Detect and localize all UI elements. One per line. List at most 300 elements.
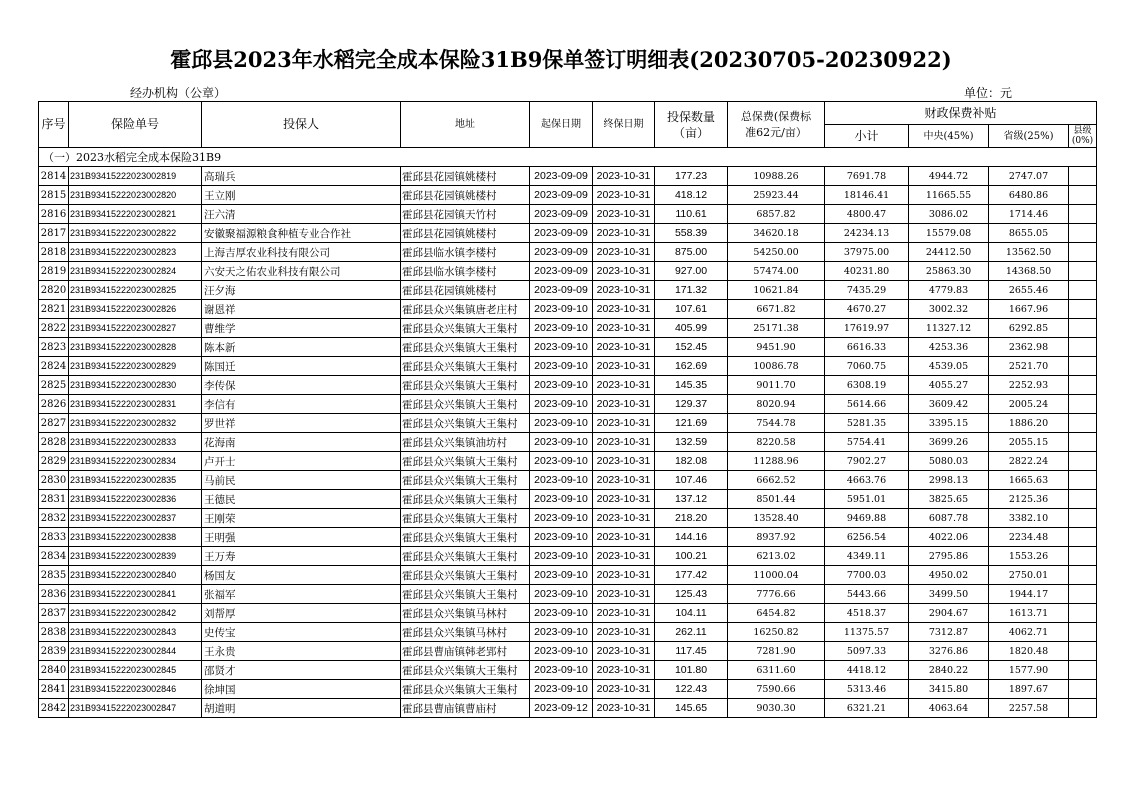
cell-address: 霍邱县花园镇姚楼村	[401, 186, 530, 205]
cell-start: 2023-09-09	[530, 281, 593, 300]
cell-qty: 101.80	[655, 661, 728, 680]
cell-start: 2023-09-10	[530, 300, 593, 319]
cell-seq: 2839	[39, 642, 69, 661]
cell-end: 2023-10-31	[593, 566, 655, 585]
cell-county	[1069, 661, 1097, 680]
cell-policy: 231B93415222023002828	[69, 338, 202, 357]
cell-start: 2023-09-10	[530, 338, 593, 357]
cell-seq: 2838	[39, 623, 69, 642]
cell-central: 2904.67	[909, 604, 989, 623]
cell-insured: 曹维学	[202, 319, 401, 338]
col-address: 地址	[401, 102, 530, 148]
cell-seq: 2828	[39, 433, 69, 452]
cell-county	[1069, 319, 1097, 338]
org-label: 经办机构（公章）	[130, 86, 227, 100]
cell-central: 3415.80	[909, 680, 989, 699]
cell-policy: 231B93415222023002832	[69, 414, 202, 433]
cell-county	[1069, 566, 1097, 585]
col-premium	[728, 102, 825, 148]
cell-policy: 231B93415222023002845	[69, 661, 202, 680]
table-row	[39, 509, 1097, 528]
cell-qty: 137.12	[655, 490, 728, 509]
cell-seq: 2832	[39, 509, 69, 528]
cell-start: 2023-09-10	[530, 642, 593, 661]
cell-address: 霍邱县众兴集镇大王集村	[401, 357, 530, 376]
cell-county	[1069, 395, 1097, 414]
cell-insured: 谢恩祥	[202, 300, 401, 319]
table-row	[39, 433, 1097, 452]
cell-policy: 231B93415222023002821	[69, 205, 202, 224]
cell-address: 霍邱县众兴集镇大王集村	[401, 547, 530, 566]
cell-premium: 6213.02	[728, 547, 825, 566]
cell-premium: 6454.82	[728, 604, 825, 623]
cell-address: 霍邱县众兴集镇大王集村	[401, 490, 530, 509]
cell-central: 11665.55	[909, 186, 989, 205]
cell-subtotal: 6616.33	[825, 338, 909, 357]
cell-county	[1069, 585, 1097, 604]
col-end: 终保日期	[593, 102, 655, 148]
cell-qty: 125.43	[655, 585, 728, 604]
cell-premium: 25171.38	[728, 319, 825, 338]
cell-central: 3395.15	[909, 414, 989, 433]
cell-province: 1886.20	[989, 414, 1069, 433]
cell-county	[1069, 452, 1097, 471]
cell-seq: 2821	[39, 300, 69, 319]
cell-premium: 8937.92	[728, 528, 825, 547]
cell-province: 1577.90	[989, 661, 1069, 680]
cell-address: 霍邱县曹庙镇韩老郢村	[401, 642, 530, 661]
cell-premium: 8020.94	[728, 395, 825, 414]
cell-county	[1069, 338, 1097, 357]
cell-county	[1069, 604, 1097, 623]
cell-start: 2023-09-10	[530, 509, 593, 528]
cell-province: 2521.70	[989, 357, 1069, 376]
cell-qty: 107.46	[655, 471, 728, 490]
cell-start: 2023-09-10	[530, 604, 593, 623]
cell-end: 2023-10-31	[593, 224, 655, 243]
cell-province: 2655.46	[989, 281, 1069, 300]
cell-subtotal: 5951.01	[825, 490, 909, 509]
cell-central: 4063.64	[909, 699, 989, 718]
cell-address: 霍邱县众兴集镇大王集村	[401, 376, 530, 395]
cell-county	[1069, 205, 1097, 224]
table-row	[39, 490, 1097, 509]
cell-subtotal: 17619.97	[825, 319, 909, 338]
cell-premium: 57474.00	[728, 262, 825, 281]
cell-subtotal: 18146.41	[825, 186, 909, 205]
cell-insured: 刘帮厚	[202, 604, 401, 623]
cell-policy: 231B93415222023002838	[69, 528, 202, 547]
cell-premium: 25923.44	[728, 186, 825, 205]
cell-qty: 927.00	[655, 262, 728, 281]
table-body	[39, 148, 1097, 718]
cell-start: 2023-09-10	[530, 395, 593, 414]
cell-policy: 231B93415222023002823	[69, 243, 202, 262]
col-premium-line2: 准62元/亩）	[745, 125, 807, 139]
col-subsidy-group: 财政保费补贴	[825, 102, 1097, 125]
cell-qty: 182.08	[655, 452, 728, 471]
cell-central: 4950.02	[909, 566, 989, 585]
col-start: 起保日期	[530, 102, 593, 148]
cell-central: 25863.30	[909, 262, 989, 281]
cell-seq: 2819	[39, 262, 69, 281]
cell-qty: 121.69	[655, 414, 728, 433]
cell-end: 2023-10-31	[593, 680, 655, 699]
cell-qty: 107.61	[655, 300, 728, 319]
cell-insured: 徐坤国	[202, 680, 401, 699]
cell-insured: 史传宝	[202, 623, 401, 642]
cell-county	[1069, 680, 1097, 699]
table-row	[39, 205, 1097, 224]
cell-policy: 231B93415222023002847	[69, 699, 202, 718]
cell-qty: 558.39	[655, 224, 728, 243]
cell-county	[1069, 433, 1097, 452]
cell-end: 2023-10-31	[593, 186, 655, 205]
cell-province: 1553.26	[989, 547, 1069, 566]
cell-province: 6480.86	[989, 186, 1069, 205]
cell-policy: 231B93415222023002824	[69, 262, 202, 281]
cell-end: 2023-10-31	[593, 262, 655, 281]
cell-subtotal: 37975.00	[825, 243, 909, 262]
cell-subtotal: 40231.80	[825, 262, 909, 281]
cell-policy: 231B93415222023002834	[69, 452, 202, 471]
section-label: （一）2023水稻完全成本保险31B9	[39, 148, 1097, 167]
cell-start: 2023-09-10	[530, 547, 593, 566]
cell-subtotal: 24234.13	[825, 224, 909, 243]
cell-premium: 6662.52	[728, 471, 825, 490]
table-row	[39, 357, 1097, 376]
cell-start: 2023-09-10	[530, 566, 593, 585]
cell-start: 2023-09-10	[530, 623, 593, 642]
col-premium-line1: 总保费(保费标	[740, 109, 812, 123]
cell-premium: 11288.96	[728, 452, 825, 471]
cell-subtotal: 4670.27	[825, 300, 909, 319]
cell-central: 4779.83	[909, 281, 989, 300]
cell-end: 2023-10-31	[593, 357, 655, 376]
cell-start: 2023-09-10	[530, 528, 593, 547]
cell-end: 2023-10-31	[593, 281, 655, 300]
cell-insured: 王永贵	[202, 642, 401, 661]
cell-seq: 2816	[39, 205, 69, 224]
table-row	[39, 623, 1097, 642]
table-row	[39, 414, 1097, 433]
table-row	[39, 566, 1097, 585]
cell-seq: 2840	[39, 661, 69, 680]
table-row	[39, 661, 1097, 680]
cell-subtotal: 5097.33	[825, 642, 909, 661]
col-policy: 保险单号	[69, 102, 202, 148]
cell-start: 2023-09-10	[530, 414, 593, 433]
cell-policy: 231B93415222023002831	[69, 395, 202, 414]
cell-start: 2023-09-10	[530, 471, 593, 490]
cell-policy: 231B93415222023002822	[69, 224, 202, 243]
table-row	[39, 224, 1097, 243]
cell-central: 3499.50	[909, 585, 989, 604]
cell-policy: 231B93415222023002827	[69, 319, 202, 338]
cell-address: 霍邱县众兴集镇大王集村	[401, 471, 530, 490]
cell-county	[1069, 490, 1097, 509]
cell-subtotal: 5754.41	[825, 433, 909, 452]
cell-end: 2023-10-31	[593, 414, 655, 433]
cell-province: 1897.67	[989, 680, 1069, 699]
section-row	[39, 148, 1097, 167]
cell-province: 2822.24	[989, 452, 1069, 471]
cell-insured: 杨国友	[202, 566, 401, 585]
cell-seq: 2841	[39, 680, 69, 699]
cell-seq: 2829	[39, 452, 69, 471]
cell-qty: 104.11	[655, 604, 728, 623]
cell-start: 2023-09-09	[530, 167, 593, 186]
cell-premium: 9451.90	[728, 338, 825, 357]
cell-province: 1665.63	[989, 471, 1069, 490]
cell-end: 2023-10-31	[593, 490, 655, 509]
cell-qty: 132.59	[655, 433, 728, 452]
cell-end: 2023-10-31	[593, 395, 655, 414]
table-row	[39, 604, 1097, 623]
cell-county	[1069, 471, 1097, 490]
cell-insured: 王刚荣	[202, 509, 401, 528]
cell-central: 15579.08	[909, 224, 989, 243]
cell-province: 8655.05	[989, 224, 1069, 243]
cell-central: 24412.50	[909, 243, 989, 262]
cell-qty: 162.69	[655, 357, 728, 376]
cell-seq: 2824	[39, 357, 69, 376]
cell-province: 4062.71	[989, 623, 1069, 642]
cell-seq: 2835	[39, 566, 69, 585]
cell-premium: 7544.78	[728, 414, 825, 433]
cell-address: 霍邱县曹庙镇曹庙村	[401, 699, 530, 718]
policy-table	[38, 101, 1097, 718]
cell-premium: 16250.82	[728, 623, 825, 642]
cell-province: 2747.07	[989, 167, 1069, 186]
cell-county	[1069, 547, 1097, 566]
cell-subtotal: 7700.03	[825, 566, 909, 585]
cell-address: 霍邱县众兴集镇大王集村	[401, 566, 530, 585]
cell-subtotal: 9469.88	[825, 509, 909, 528]
cell-insured: 张福军	[202, 585, 401, 604]
cell-subtotal: 4349.11	[825, 547, 909, 566]
cell-county	[1069, 186, 1097, 205]
cell-end: 2023-10-31	[593, 243, 655, 262]
cell-central: 2840.22	[909, 661, 989, 680]
cell-end: 2023-10-31	[593, 661, 655, 680]
col-county-line1: 县级	[1073, 126, 1092, 136]
cell-insured: 卢开士	[202, 452, 401, 471]
cell-address: 霍邱县花园镇姚楼村	[401, 167, 530, 186]
cell-policy: 231B93415222023002819	[69, 167, 202, 186]
cell-insured: 李传保	[202, 376, 401, 395]
cell-policy: 231B93415222023002843	[69, 623, 202, 642]
cell-premium: 11000.04	[728, 566, 825, 585]
cell-premium: 6671.82	[728, 300, 825, 319]
col-seq: 序号	[39, 102, 69, 148]
cell-seq: 2815	[39, 186, 69, 205]
cell-insured: 汪夕海	[202, 281, 401, 300]
cell-end: 2023-10-31	[593, 452, 655, 471]
cell-qty: 144.16	[655, 528, 728, 547]
cell-policy: 231B93415222023002826	[69, 300, 202, 319]
cell-seq: 2842	[39, 699, 69, 718]
cell-seq: 2837	[39, 604, 69, 623]
table-row	[39, 262, 1097, 281]
cell-subtotal: 6321.21	[825, 699, 909, 718]
cell-end: 2023-10-31	[593, 623, 655, 642]
cell-address: 霍邱县花园镇天竹村	[401, 205, 530, 224]
cell-central: 6087.78	[909, 509, 989, 528]
cell-insured: 王万寿	[202, 547, 401, 566]
cell-start: 2023-09-10	[530, 433, 593, 452]
cell-premium: 9011.70	[728, 376, 825, 395]
cell-province: 1613.71	[989, 604, 1069, 623]
cell-qty: 405.99	[655, 319, 728, 338]
cell-start: 2023-09-10	[530, 376, 593, 395]
cell-province: 2125.36	[989, 490, 1069, 509]
col-insured: 投保人	[202, 102, 401, 148]
cell-address: 霍邱县众兴集镇大王集村	[401, 452, 530, 471]
cell-end: 2023-10-31	[593, 471, 655, 490]
table-row	[39, 300, 1097, 319]
cell-subtotal: 6256.54	[825, 528, 909, 547]
table-row	[39, 167, 1097, 186]
table-row	[39, 319, 1097, 338]
cell-central: 3825.65	[909, 490, 989, 509]
cell-premium: 7281.90	[728, 642, 825, 661]
cell-policy: 231B93415222023002839	[69, 547, 202, 566]
cell-central: 4539.05	[909, 357, 989, 376]
cell-end: 2023-10-31	[593, 300, 655, 319]
cell-seq: 2833	[39, 528, 69, 547]
col-county-line2: (0%)	[1071, 136, 1094, 146]
cell-central: 3609.42	[909, 395, 989, 414]
cell-central: 4055.27	[909, 376, 989, 395]
cell-policy: 231B93415222023002841	[69, 585, 202, 604]
cell-start: 2023-09-10	[530, 319, 593, 338]
cell-premium: 10988.26	[728, 167, 825, 186]
cell-qty: 171.32	[655, 281, 728, 300]
cell-policy: 231B93415222023002835	[69, 471, 202, 490]
header-row-1	[39, 102, 1097, 125]
cell-premium: 9030.30	[728, 699, 825, 718]
cell-address: 霍邱县众兴集镇唐老庄村	[401, 300, 530, 319]
cell-policy: 231B93415222023002830	[69, 376, 202, 395]
cell-province: 2750.01	[989, 566, 1069, 585]
cell-county	[1069, 414, 1097, 433]
cell-end: 2023-10-31	[593, 376, 655, 395]
cell-subtotal: 4663.76	[825, 471, 909, 490]
cell-end: 2023-10-31	[593, 319, 655, 338]
cell-subtotal: 6308.19	[825, 376, 909, 395]
cell-qty: 122.43	[655, 680, 728, 699]
cell-qty: 177.42	[655, 566, 728, 585]
cell-address: 霍邱县众兴集镇大王集村	[401, 414, 530, 433]
table-row	[39, 699, 1097, 718]
cell-qty: 145.65	[655, 699, 728, 718]
cell-address: 霍邱县众兴集镇大王集村	[401, 585, 530, 604]
cell-province: 2252.93	[989, 376, 1069, 395]
cell-county	[1069, 509, 1097, 528]
cell-county	[1069, 262, 1097, 281]
cell-insured: 陈本新	[202, 338, 401, 357]
cell-county	[1069, 281, 1097, 300]
cell-qty: 152.45	[655, 338, 728, 357]
cell-policy: 231B93415222023002833	[69, 433, 202, 452]
cell-qty: 110.61	[655, 205, 728, 224]
cell-subtotal: 7060.75	[825, 357, 909, 376]
cell-province: 13562.50	[989, 243, 1069, 262]
cell-qty: 262.11	[655, 623, 728, 642]
col-qty-line2: （亩）	[672, 125, 709, 140]
cell-central: 4022.06	[909, 528, 989, 547]
table-row	[39, 395, 1097, 414]
cell-policy: 231B93415222023002829	[69, 357, 202, 376]
cell-county	[1069, 623, 1097, 642]
cell-policy: 231B93415222023002836	[69, 490, 202, 509]
cell-premium: 54250.00	[728, 243, 825, 262]
cell-insured: 胡道明	[202, 699, 401, 718]
cell-seq: 2822	[39, 319, 69, 338]
table-row	[39, 281, 1097, 300]
table-row	[39, 680, 1097, 699]
cell-seq: 2817	[39, 224, 69, 243]
cell-subtotal: 7435.29	[825, 281, 909, 300]
cell-province: 2005.24	[989, 395, 1069, 414]
cell-start: 2023-09-10	[530, 452, 593, 471]
cell-subtotal: 4518.37	[825, 604, 909, 623]
cell-province: 1820.48	[989, 642, 1069, 661]
cell-county	[1069, 167, 1097, 186]
cell-central: 11327.12	[909, 319, 989, 338]
cell-province: 3382.10	[989, 509, 1069, 528]
cell-insured: 陈国迁	[202, 357, 401, 376]
cell-county	[1069, 699, 1097, 718]
cell-seq: 2814	[39, 167, 69, 186]
cell-start: 2023-09-12	[530, 699, 593, 718]
table-row	[39, 338, 1097, 357]
cell-subtotal: 5443.66	[825, 585, 909, 604]
cell-county	[1069, 224, 1097, 243]
cell-county	[1069, 357, 1097, 376]
cell-subtotal: 5614.66	[825, 395, 909, 414]
cell-premium: 8220.58	[728, 433, 825, 452]
cell-province: 2055.15	[989, 433, 1069, 452]
cell-central: 3276.86	[909, 642, 989, 661]
cell-premium: 7590.66	[728, 680, 825, 699]
cell-policy: 231B93415222023002840	[69, 566, 202, 585]
cell-insured: 安徽聚福源粮食种植专业合作社	[202, 224, 401, 243]
cell-seq: 2830	[39, 471, 69, 490]
cell-subtotal: 5313.46	[825, 680, 909, 699]
col-county	[1069, 125, 1097, 148]
cell-seq: 2827	[39, 414, 69, 433]
cell-seq: 2823	[39, 338, 69, 357]
cell-insured: 王立刚	[202, 186, 401, 205]
cell-address: 霍邱县众兴集镇大王集村	[401, 319, 530, 338]
cell-central: 4944.72	[909, 167, 989, 186]
cell-county	[1069, 300, 1097, 319]
cell-policy: 231B93415222023002844	[69, 642, 202, 661]
cell-premium: 10086.78	[728, 357, 825, 376]
cell-qty: 418.12	[655, 186, 728, 205]
cell-premium: 34620.18	[728, 224, 825, 243]
cell-province: 1944.17	[989, 585, 1069, 604]
cell-address: 霍邱县众兴集镇马林村	[401, 604, 530, 623]
cell-insured: 汪六清	[202, 205, 401, 224]
document-title: 霍邱县2023年水稻完全成本保险31B9保单签订明细表(20230705-20230922)	[170, 47, 952, 72]
cell-insured: 王德民	[202, 490, 401, 509]
cell-central: 3086.02	[909, 205, 989, 224]
cell-province: 2257.58	[989, 699, 1069, 718]
cell-insured: 罗世祥	[202, 414, 401, 433]
